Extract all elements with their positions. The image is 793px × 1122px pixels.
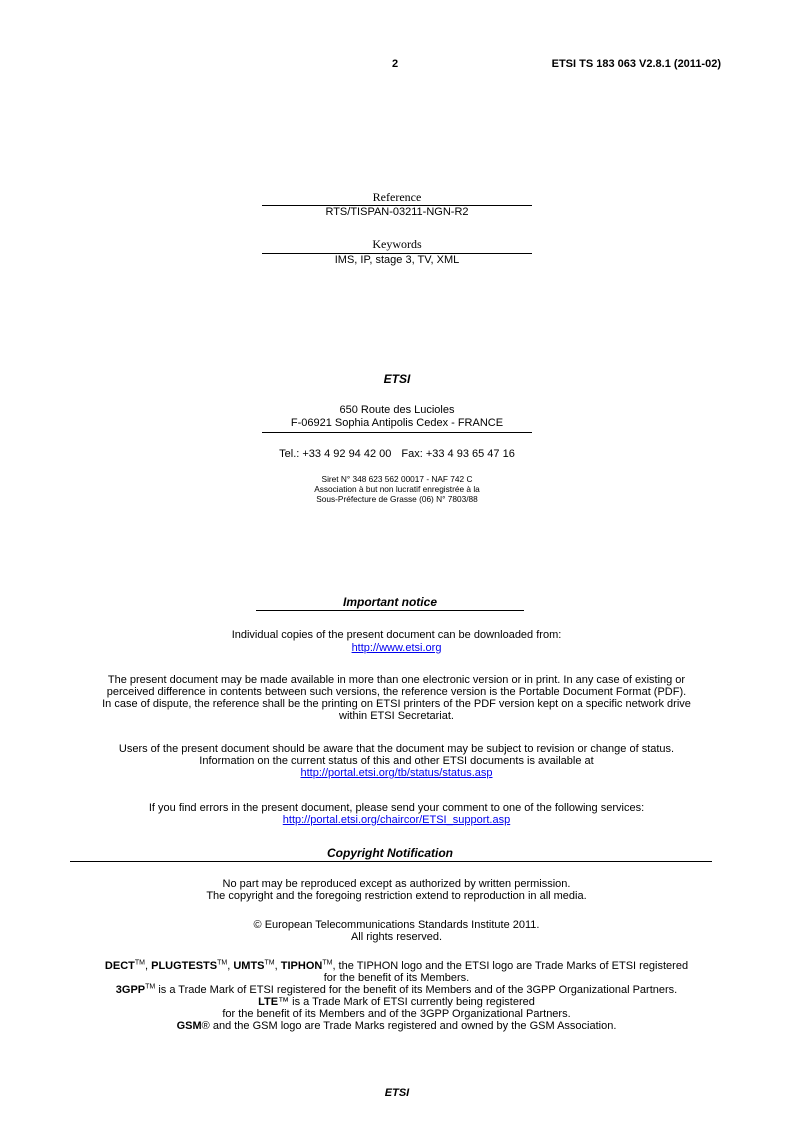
availability-paragraph xyxy=(60,674,733,722)
document-reference-header: ETSI TS 183 063 V2.8.1 (2011-02) xyxy=(551,58,721,70)
trademark-text: , the TIPHON logo and the ETSI logo are Trade Marks of ETSI registered xyxy=(332,960,689,972)
trademark-line-5: for the benefit of its Members and of the 3GPP Organizational Partners. xyxy=(222,1008,571,1020)
copyright-heading: Copyright Notification xyxy=(327,846,453,860)
keywords-value: IMS, IP, stage 3, TV, XML xyxy=(334,254,460,266)
tm-mark: TM xyxy=(264,959,275,967)
keywords-label: Keywords xyxy=(372,237,422,251)
download-copies-text: Individual copies of the present document can be downloaded from: xyxy=(231,629,562,641)
tm-mark: TM xyxy=(134,959,145,967)
trademark-text: is a Trade Mark of ETSI currently being registered xyxy=(289,996,535,1008)
reference-value: RTS/TISPAN-03211-NGN-R2 xyxy=(325,206,469,218)
trademarks-paragraph xyxy=(60,960,733,1032)
support-link[interactable]: http://portal.etsi.org/chaircor/ETSI_support.asp xyxy=(282,814,511,826)
address-divider xyxy=(262,432,532,433)
tm-mark: TM xyxy=(322,959,333,967)
trademark-line-1: DECT™, PLUGTESTS™, UMTS™, TIPHON™, the TIPHON logo and the ETSI logo are Trade Marks of ETSI registered xyxy=(104,959,689,972)
errors-text: If you find errors in the present document, please send your comment to one of the following services: xyxy=(148,802,645,814)
reproduction-paragraph xyxy=(60,878,733,902)
trademark-text: is a Trade Mark of ETSI registered for the benefit of its Members and of the 3GPP Organizational Partners. xyxy=(155,984,678,996)
availability-line: within ETSI Secretariat. xyxy=(339,710,454,722)
trademark-tiphon: TIPHON xyxy=(280,960,323,972)
etsi-website-link[interactable]: http://www.etsi.org xyxy=(351,642,442,654)
copyright-statement: © European Telecommunications Standards Institute 2011. xyxy=(253,919,540,931)
association-line: Association à but non lucratif enregistrée à la xyxy=(314,484,480,494)
reproduction-line: The copyright and the foregoing restriction extend to reproduction in all media. xyxy=(206,890,587,902)
status-line: Users of the present document should be aware that the document may be subject to revision or change of status. xyxy=(118,743,675,755)
availability-line: In case of dispute, the reference shall be the printing on ETSI printers of the PDF version kept on a specific network drive xyxy=(102,698,691,710)
page-number: 2 xyxy=(391,58,399,70)
trademark-line-6 xyxy=(60,1020,733,1032)
trademark-umts: UMTS xyxy=(233,960,265,972)
contact-numbers xyxy=(230,448,564,460)
status-paragraph xyxy=(60,743,733,779)
errors-paragraph xyxy=(60,802,733,826)
download-link-row xyxy=(60,642,733,654)
tm-mark: TM xyxy=(145,983,156,991)
trademark-dect: DECT xyxy=(104,960,135,972)
rights-reserved: All rights reserved. xyxy=(350,931,443,943)
footer-organization: ETSI xyxy=(384,1087,410,1099)
important-notice-divider xyxy=(256,610,524,611)
trademark-plugtests: PLUGTESTS xyxy=(151,960,218,972)
reproduction-line: No part may be reproduced except as authorized by written permission. xyxy=(222,878,571,890)
trademark-line-3 xyxy=(60,984,733,996)
trademark-lte: LTE xyxy=(258,996,279,1008)
tm-mark: ™ xyxy=(278,996,290,1008)
trademark-3gpp: 3GPP xyxy=(115,984,146,996)
copyright-notice xyxy=(60,919,733,943)
address-line-1: 650 Route des Lucioles xyxy=(339,404,455,416)
reference-label: Reference xyxy=(372,190,422,204)
status-link[interactable]: http://portal.etsi.org/tb/status/status.asp xyxy=(300,767,493,779)
siret-line: Siret N° 348 623 562 00017 - NAF 742 C xyxy=(321,474,473,484)
fax-number: Fax: +33 4 93 65 47 16 xyxy=(401,448,515,460)
trademark-gsm: GSM xyxy=(176,1020,202,1032)
prefecture-line: Sous-Préfecture de Grasse (06) N° 7803/88 xyxy=(316,494,478,504)
status-line: Information on the current status of this and other ETSI documents is available at xyxy=(199,755,594,767)
availability-line: perceived difference in contents between such versions, the reference version is the Portable Document Format (PDF). xyxy=(106,686,687,698)
availability-line: The present document may be made available in more than one electronic version or in print. In any case of existing or xyxy=(107,674,686,686)
telephone-number: Tel.: +33 4 92 94 42 00 xyxy=(279,448,392,460)
organization-name: ETSI xyxy=(383,372,411,386)
trademark-text: ® and the GSM logo are Trade Marks registered and owned by the GSM Association. xyxy=(201,1020,617,1032)
trademark-line-4 xyxy=(60,996,733,1008)
important-notice-heading: Important notice xyxy=(342,595,437,609)
tm-mark: TM xyxy=(217,959,228,967)
address-line-2: F-06921 Sophia Antipolis Cedex - FRANCE xyxy=(290,417,504,429)
copyright-divider xyxy=(70,861,712,862)
trademark-line-2: for the benefit of its Members. xyxy=(323,972,470,984)
